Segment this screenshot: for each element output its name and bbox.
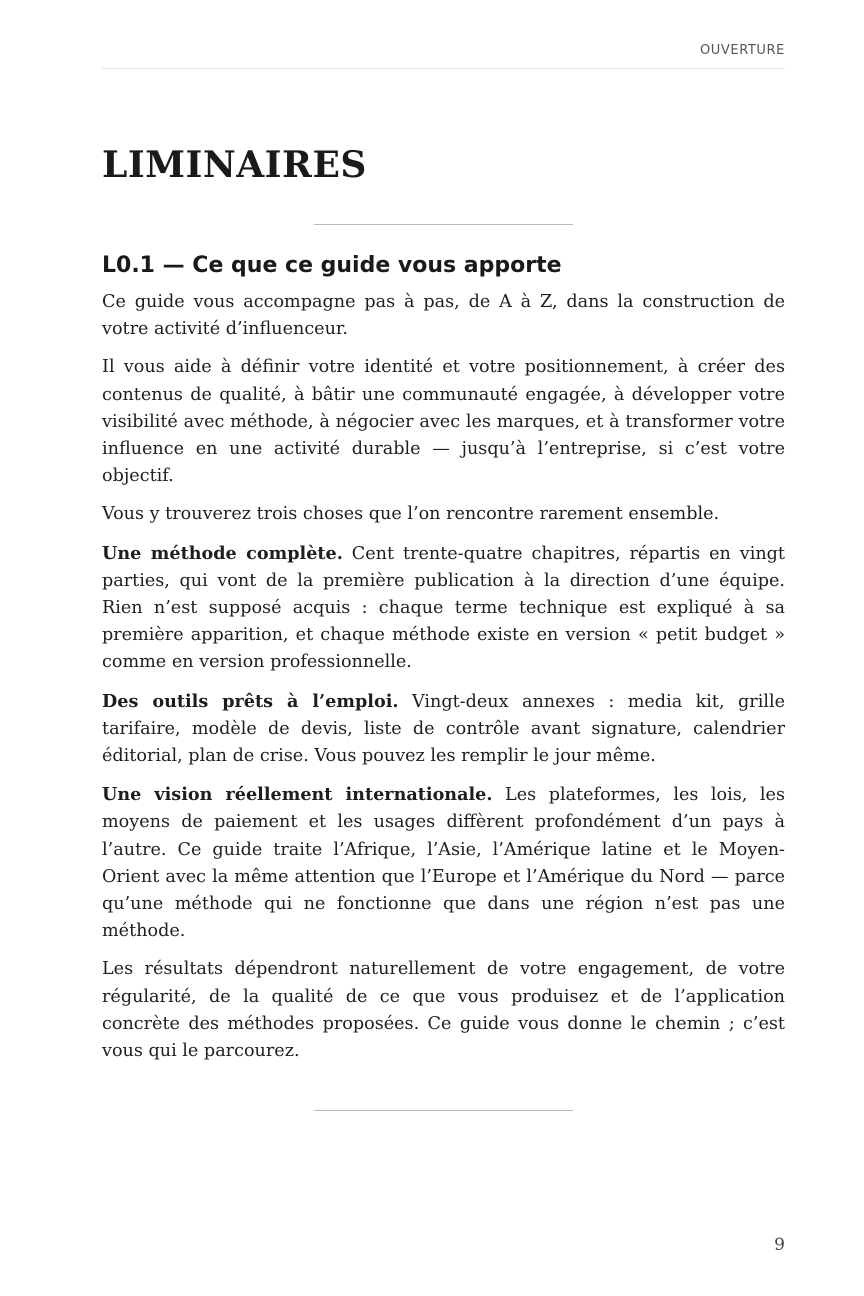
running-header: OUVERTURE (102, 43, 785, 69)
paragraph-method (102, 540, 785, 677)
paragraph-text: Ce guide vous accompagne pas à pas, de A à Z, dans la construction de votre activité d’influenceur. (102, 292, 785, 340)
paragraph-text: Il vous aide à définir votre identité et votre positionnement, à créer des contenus de qualité, à bâtir une communauté engagée, à développer votre visibilité avec méthode, à négocier avec les marques, et à transformer votre influence en une activité durable — jusqu’à l’entreprise, si c’est votre objectif. (102, 357, 785, 487)
paragraph-text: Les plateformes, les lois, les moyens de paiement et les usages diffèrent profondément d’un pays à l’autre. Ce guide traite l’Afrique, l’Asie, l’Amérique latine et le Moyen-Orient avec la même attention que l’Europe et l’Amérique du Nord — parce qu’une méthode qui ne fonctionne que dans une région n’est pas une méthode. (102, 785, 785, 942)
paragraph-vision (102, 781, 785, 945)
paragraph-lead: Des outils prêts à l’emploi. (102, 690, 399, 712)
paragraph-text: Vingt-deux annexes : media kit, grille tarifaire, modèle de devis, liste de contrôle avant signature, calendrier éditorial, plan de crise. Vous pouvez les remplir le jour même. (102, 691, 785, 767)
paragraph-overview (102, 354, 785, 490)
paragraph-three-things (102, 501, 785, 528)
paragraph-lead: Une vision réellement internationale. (102, 784, 493, 806)
main-content (102, 252, 785, 1076)
page-number: 9 (774, 1235, 785, 1255)
paragraph-intro (102, 289, 785, 343)
section-title: L0.1 — Ce que ce guide vous apporte (102, 253, 562, 278)
chapter-title: LIMINAIRES (102, 144, 367, 186)
bottom-divider (314, 1110, 573, 1111)
paragraph-results (102, 956, 785, 1065)
paragraph-tools (102, 688, 785, 771)
paragraph-text: Vous y trouverez trois choses que l’on rencontre rarement ensemble. (102, 504, 720, 525)
paragraph-text: Cent trente-quatre chapitres, répartis en vingt parties, qui vont de la première publication à la direction d’une équipe. Rien n’est supposé acquis : chaque terme technique est expliqué à sa première apparition, et chaque méthode existe en version « petit budget » comme en version professionnelle. (102, 543, 786, 673)
top-divider (314, 224, 573, 225)
paragraph-lead: Une méthode complète. (102, 542, 343, 564)
paragraph-text: Les résultats dépendront naturellement de votre engagement, de votre régularité, de la qualité de ce que vous produisez et de l’application concrète des méthodes proposées. Ce guide vous donne le chemin ; c’est vous qui le parcourez. (102, 959, 785, 1062)
